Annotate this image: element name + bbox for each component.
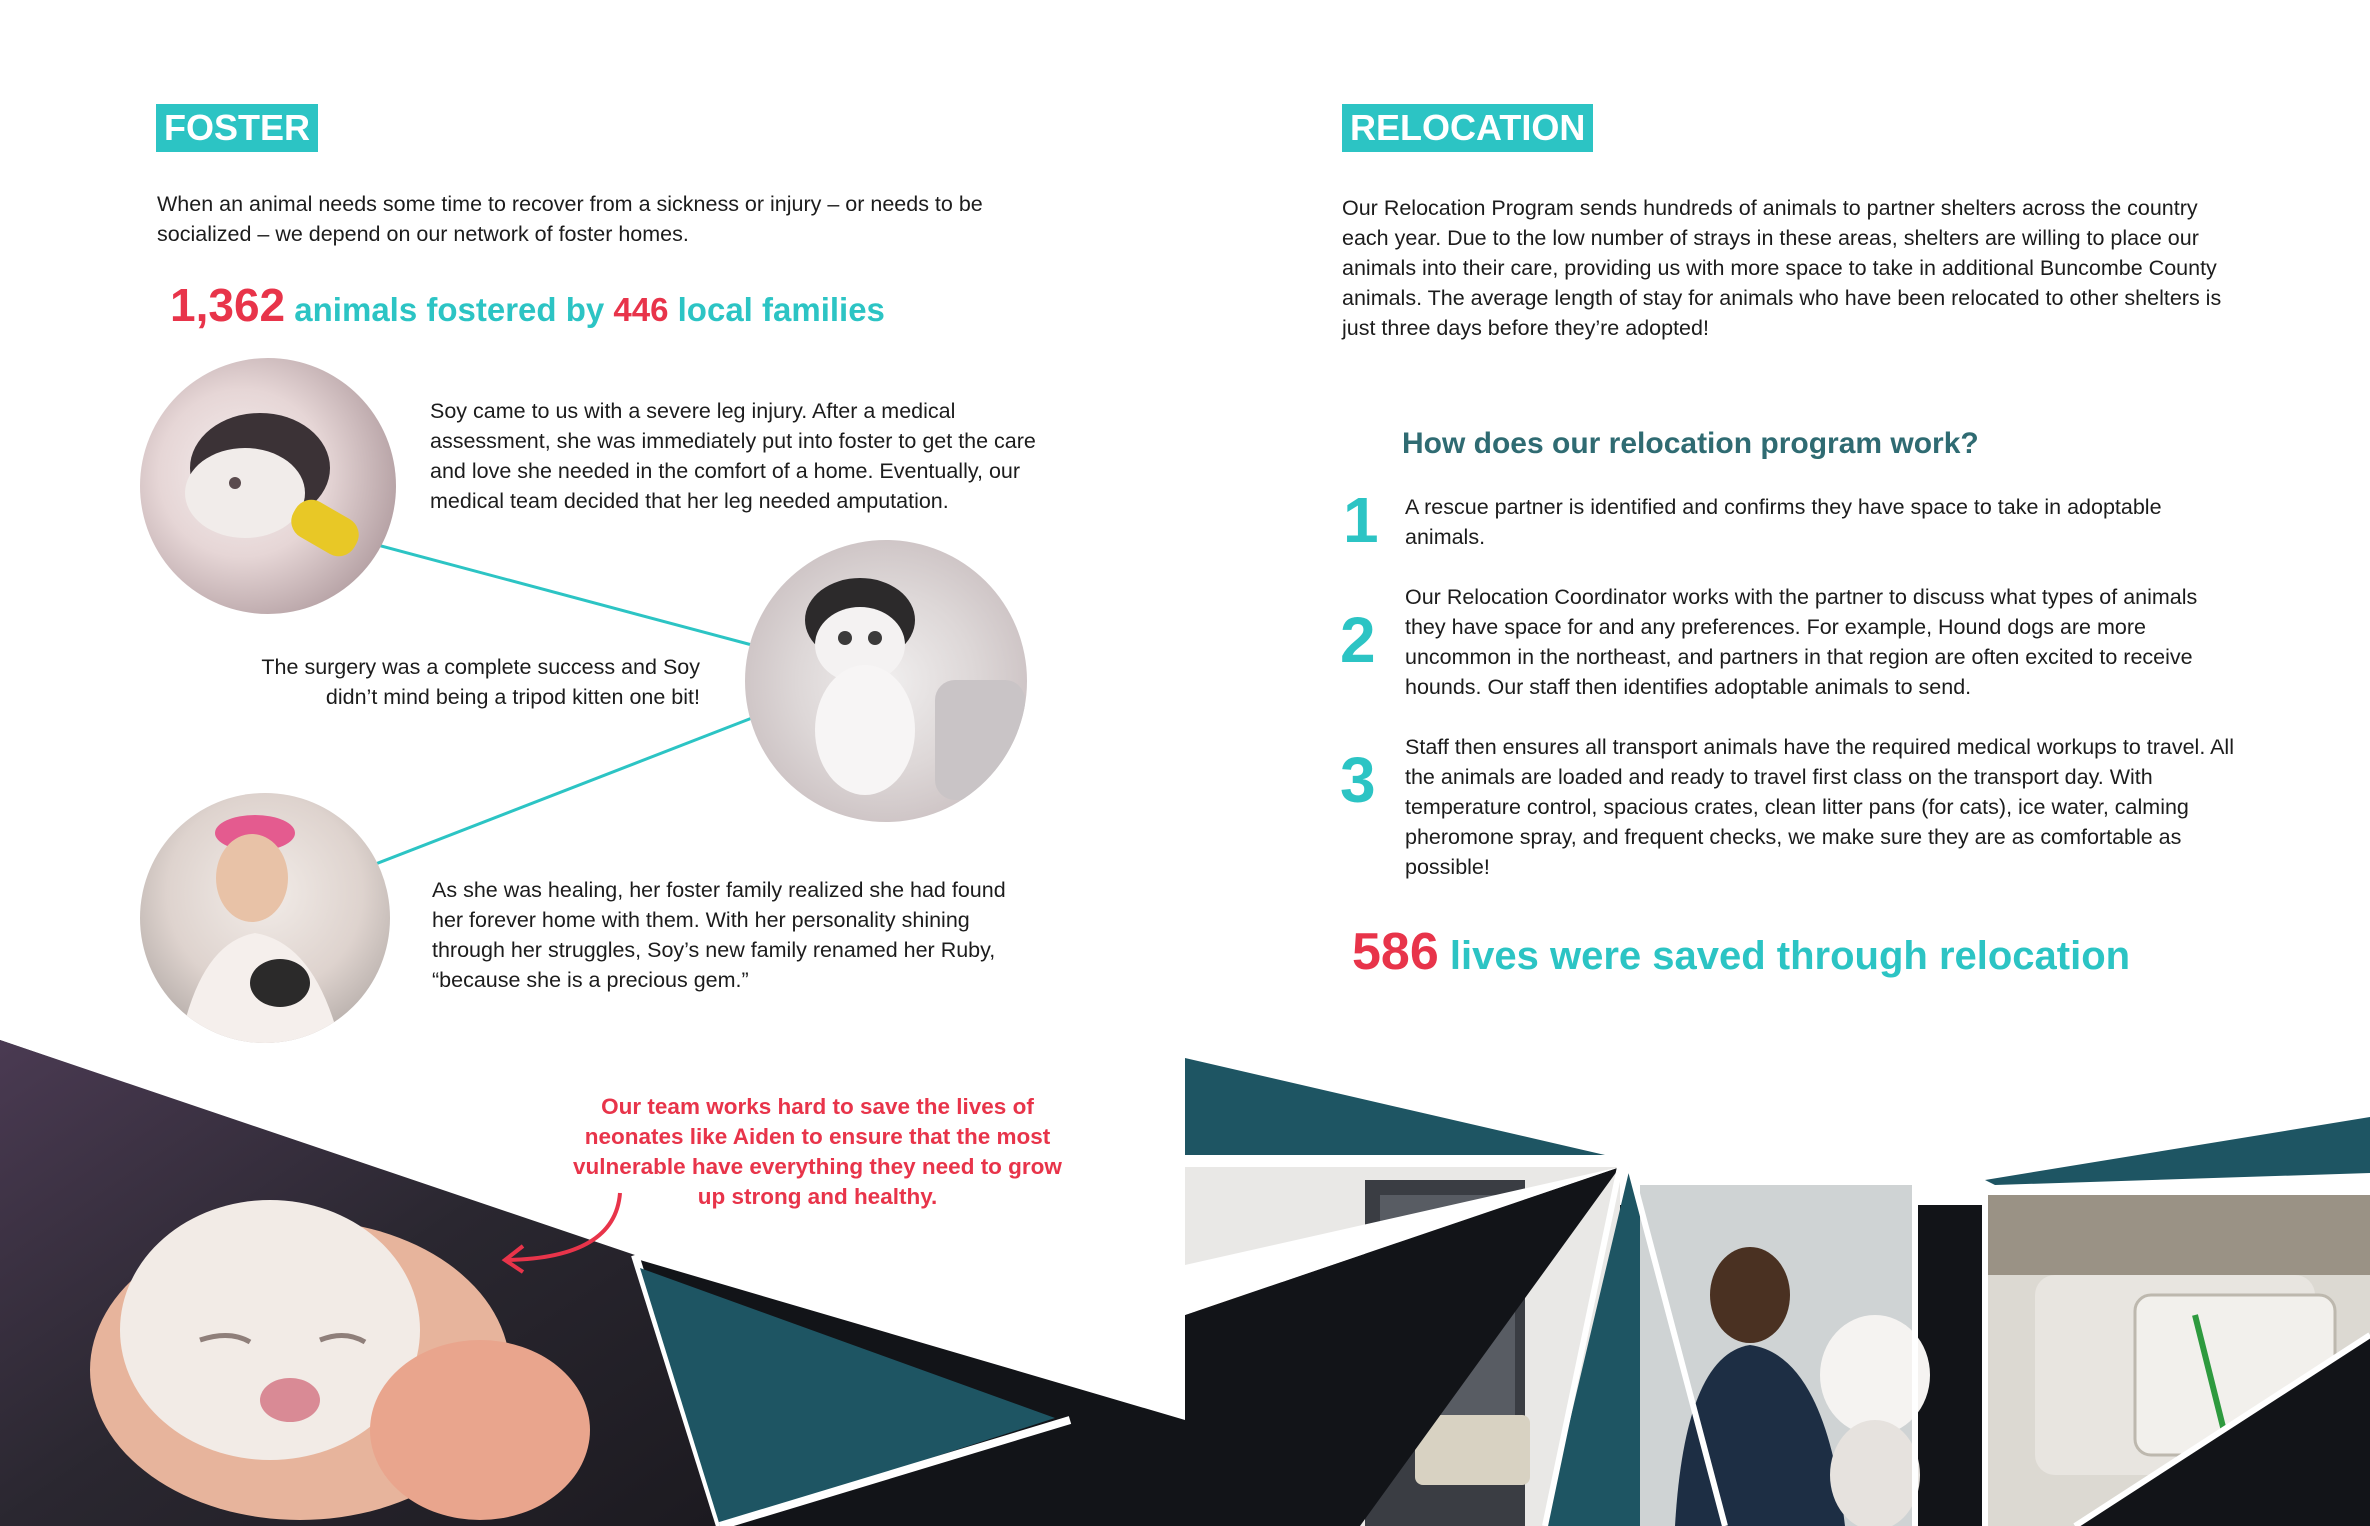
fostered-end: local families <box>668 291 885 328</box>
kitten-injury-photo <box>140 358 396 614</box>
relocation-collage <box>1185 1055 2370 1526</box>
foster-intro: When an animal needs some time to recover from a sickness or injury – or needs to be socialized – we depend on our network of foster homes. <box>157 192 983 246</box>
tripod-kitten-photo <box>745 540 1027 822</box>
story-1: Soy came to us with a severe leg injury. After a medical assessment, she was immediately put into foster to get the care and love she needed in the comfort of a home. Eventually, our medical team decided that her leg needed amputation. <box>430 399 1036 513</box>
foster-family-photo <box>140 793 390 1043</box>
relocation-tag: RELOCATION <box>1342 104 1593 152</box>
neonate-callout: Our team works hard to save the lives of neonates like Aiden to ensure that the most vulnerable have everything they need to grow up strong and healthy. <box>573 1094 1062 1209</box>
family-count: 446 <box>613 291 669 328</box>
relocation-question: How does our relocation program work? <box>1402 427 1979 460</box>
step-1-text: A rescue partner is identified and confirms they have space to take in adoptable animals. <box>1405 495 2162 549</box>
step-2-number: 2 <box>1340 604 1376 676</box>
step-2-text: Our Relocation Coordinator works with the partner to discuss what types of animals they have space for and any preferences. For example, Hound dogs are more uncommon in the northeast, and partners in that region are often excited to receive hounds. Our staff then identifies adoptable animals to send. <box>1405 585 2198 699</box>
step-1-number: 1 <box>1343 484 1379 556</box>
fostered-mid: animals fostered by <box>285 291 614 328</box>
relocation-intro: Our Relocation Program sends hundreds of animals to partner shelters across the country each year. Due to the low number of strays in these areas, shelters are willing to place our animals into their care, providing us with more space to take in additional Buncombe County animals. The average length of stay for animals who have been relocated to other shelters is just three days before they’re adopted! <box>1342 196 2222 340</box>
step-3-number: 3 <box>1340 744 1376 816</box>
step-3-text: Staff then ensures all transport animals have the required medical workups to travel. All the animals are loaded and ready to travel first class on the transport day. With temperature control, spacious crates, clean litter pans (for cats), ice water, calming pheromone spray, and frequent checks, we make sure they are as comfortable as possible! <box>1405 735 2234 879</box>
fostered-count: 1,362 <box>170 279 286 331</box>
lives-saved-count: 586 <box>1352 923 1439 981</box>
story-3: As she was healing, her foster family realized she had found her forever home with them. With her personality shining through her struggles, Soy’s new family renamed her Ruby, “because she is a precious gem.” <box>432 878 1006 992</box>
foster-tag: FOSTER <box>156 104 318 152</box>
lives-saved-text: lives were saved through relocation <box>1438 934 2131 978</box>
story-2: The surgery was a complete success and Soy didn’t mind being a tripod kitten one bit! <box>261 655 700 709</box>
relocation-stat <box>1352 922 2130 982</box>
